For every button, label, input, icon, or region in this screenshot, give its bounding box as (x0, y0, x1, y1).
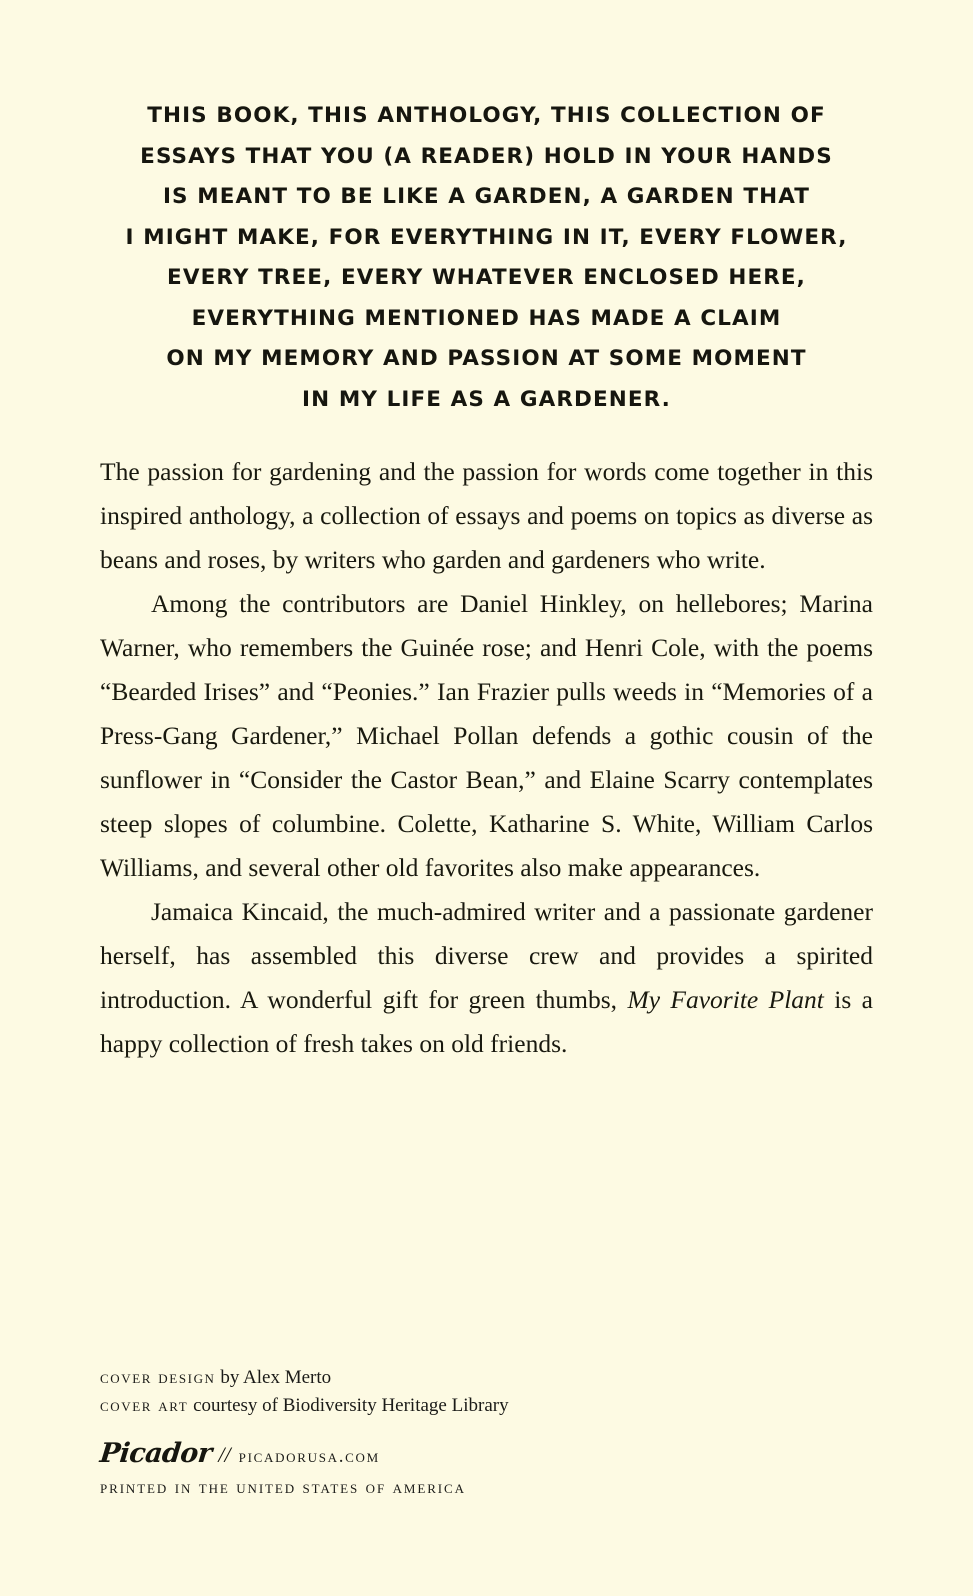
pull-quote-line: IN MY LIFE AS A GARDENER. (302, 386, 671, 412)
blurb-paragraph: Among the contributors are Daniel Hinkley, on hellebores; Marina Warner, who remembers the Guinée rose; and Henri Cole, with the poems “Bearded Irises” and “Peonies.” Ian Frazier pulls weeds in “Memories of a Press-Gang Gardener,” Michael Pollan defends a gothic cousin of the sunflower in “Consider the Castor Bean,” and Elaine Scarry contemplates steep slopes of columbine. Colette, Katharine S. White, William Carlos Williams, and several other old favorites also make appearances. (100, 589, 873, 882)
cover-design-value: by Alex Merto (215, 1367, 332, 1388)
blurb-text (100, 450, 873, 1066)
blurb-paragraph-final (100, 890, 873, 1066)
pull-quote-line: IS MEANT TO BE LIKE A GARDEN, A GARDEN THAT (162, 184, 811, 209)
imprint-separator: // (218, 1442, 231, 1467)
cover-art-credit (100, 1392, 700, 1420)
cover-art-label: cover art (100, 1396, 189, 1416)
pull-quote-line: ON MY MEMORY AND PASSION AT SOME MOMENT (166, 346, 807, 371)
pull-quote-line: I MIGHT MAKE, FOR EVERYTHING IN IT, EVERY FLOWER, (125, 224, 848, 250)
blurb-paragraph: The passion for gardening and the passion for words come together in this inspired anthology, a collection of essays and poems on topics as diverse as beans and roses, by writers who garden and gardeners who write. (100, 457, 873, 574)
pull-quote-line: THIS BOOK, THIS ANTHOLOGY, THIS COLLECTION OF (147, 103, 826, 128)
pull-quote (100, 96, 873, 420)
pull-quote-line: ESSAYS THAT YOU (A READER) HOLD IN YOUR HANDS (140, 143, 833, 169)
picador-logo: Picador (98, 1438, 214, 1469)
book-title: My Favorite Plant (627, 985, 824, 1014)
colophon (100, 1364, 700, 1502)
pull-quote-line: EVERY TREE, EVERY WHATEVER ENCLOSED HERE, (167, 265, 806, 290)
printed-in-notice: printed in the united states of america (100, 1478, 466, 1498)
blurb-final-before: Jamaica Kincaid, the much-admired writer and a passionate gardener herself, has assembled this diverse crew and provides a spirited introduction. A wonderful gift for green thumbs, (100, 897, 873, 1014)
publisher-website[interactable]: picadorusa.com (238, 1446, 380, 1467)
back-cover-page (0, 96, 973, 1596)
cover-art-value: courtesy of Biodiversity Heritage Library (188, 1395, 509, 1416)
cover-design-credit (100, 1364, 700, 1392)
cover-design-label: cover design (100, 1368, 216, 1388)
pull-quote-line: EVERYTHING MENTIONED HAS MADE A CLAIM (191, 305, 782, 331)
imprint-row (100, 1440, 700, 1471)
blurb-final-after: is a happy collection of fresh takes on old friends. (100, 985, 873, 1058)
